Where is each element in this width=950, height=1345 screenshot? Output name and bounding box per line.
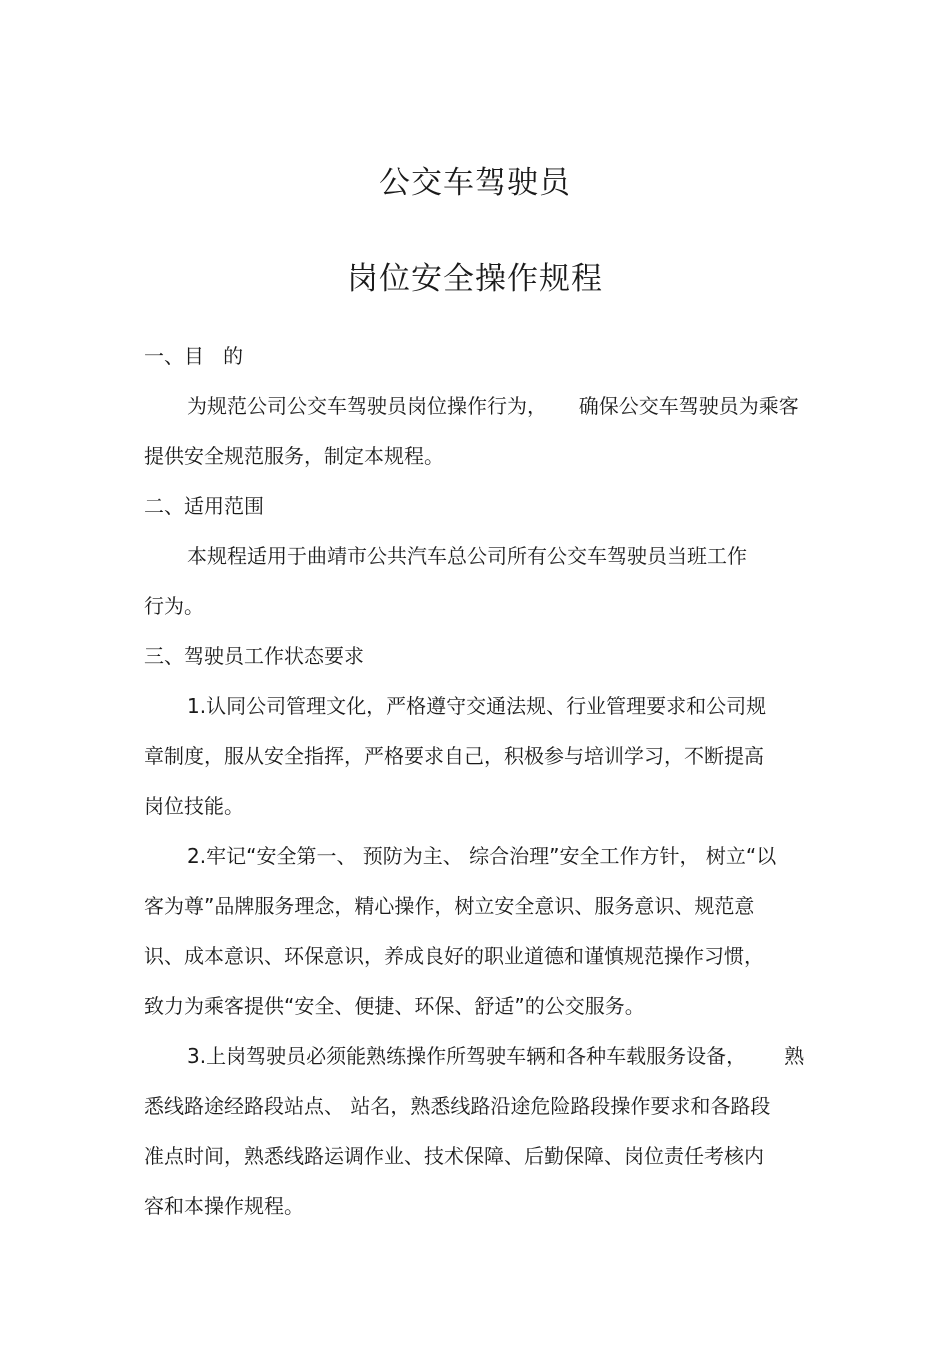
- document-title-line1: 公交车驾驶员: [379, 165, 571, 201]
- section-3-heading: 三、驾驶员工作状态要求: [144, 644, 364, 668]
- document-title-line2: 岗位安全操作规程: [347, 261, 603, 297]
- section-3-item-2-line: 识、成本意识、环保意识，养成良好的职业道德和谨慎规范操作习惯，: [144, 944, 764, 968]
- section-3-item-2-line: 2.牢记“安全第一、 预防为主、 综合治理”安全工作方针， 树立“以: [187, 844, 777, 868]
- section-2-paragraph-line: 行为。: [144, 594, 204, 618]
- section-3-item-3-line: 准点时间，熟悉线路运调作业、技术保障、后勤保障、岗位责任考核内: [144, 1144, 764, 1168]
- section-3-item-2-line: 致力为乘客提供“安全、便捷、环保、舒适”的公交服务。: [144, 994, 645, 1018]
- section-3-item-3-line: 容和本操作规程。: [144, 1194, 304, 1218]
- section-1-paragraph-line: 提供安全规范服务，制定本规程。: [144, 444, 444, 468]
- section-3-item-1-line: 章制度，服从安全指挥，严格要求自己，积极参与培训学习，不断提高: [144, 744, 764, 768]
- section-3-item-1-line: 1.认同公司管理文化，严格遵守交通法规、行业管理要求和公司规: [187, 694, 767, 718]
- section-3-item-1-line: 岗位技能。: [144, 794, 244, 818]
- section-2-paragraph-line: 本规程适用于曲靖市公共汽车总公司所有公交车驾驶员当班工作: [187, 544, 747, 568]
- section-2-heading: 二、适用范围: [144, 494, 264, 518]
- section-1-paragraph-line: 为规范公司公交车驾驶员岗位操作行为， 确保公交车驾驶员为乘客: [187, 394, 799, 418]
- section-1-heading: 一、目 的: [144, 344, 244, 368]
- section-3-item-2-line: 客为尊”品牌服务理念，精心操作，树立安全意识、服务意识、规范意: [144, 894, 755, 918]
- section-3-item-3-line: 3.上岗驾驶员必须能熟练操作所驾驶车辆和各种车载服务设备， 熟: [187, 1044, 805, 1068]
- section-3-item-3-line: 悉线路途经路段站点、 站名，熟悉线路沿途危险路段操作要求和各路段: [144, 1094, 771, 1118]
